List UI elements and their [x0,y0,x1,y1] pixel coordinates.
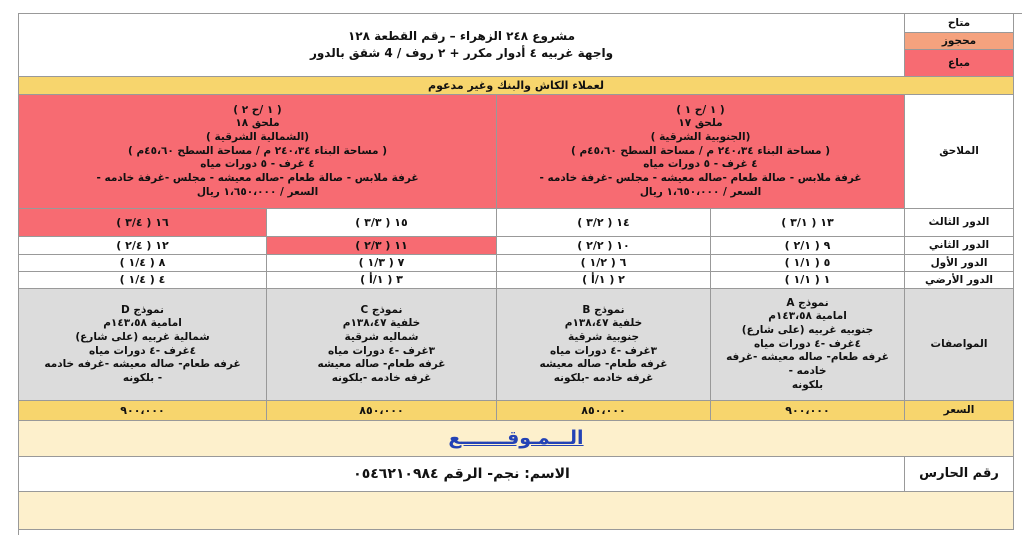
unit-cell[interactable]: ١٠ ( ٢/٢ ) [497,237,711,255]
unit-cell[interactable]: ٥ ( ١/١ ) [711,255,905,272]
unit-cell[interactable]: ٣ ( ١/أ ) [267,272,497,289]
annex-code: ( ١ /ح ٢ ) [233,103,282,116]
model-direction: شمالية غربيه (على شارع) [75,330,210,343]
legend-sold: مباع [905,50,1014,77]
annex-price: السعر / ١،٦٥٠،٠٠٠ ريال [196,185,319,198]
unit-cell[interactable]: ٦ ( ١/٢ ) [497,255,711,272]
model-spec [497,289,711,401]
unit-cell[interactable]: ٢ ( ١/أ ) [497,272,711,289]
project-title: مشروع ٢٤٨ الزهراء – رقم القطعة ١٢٨ [347,28,576,43]
model-area: امامية ١٤٣،٥٨م [768,310,847,323]
model-features: غرفه طعام- صاله معيشه -غرفه خادمه [44,358,241,371]
unit-cell[interactable]: ١٤ ( ٣/٢ ) [497,209,711,237]
model-features: غرفه طعام- صاله معيشه -غرفه خادمه - [726,351,889,377]
annex-features: غرفة ملابس - صالة طعام -صاله معيشه - مجلس -غرفة خادمه - [539,171,862,184]
availability-table [18,13,1022,535]
model-extra: - بلكونه [122,371,163,384]
legend-available: متاح [905,14,1014,33]
project-subtitle: واجهة غربيه ٤ أدوار مكرر + ٢ روف / 4 شقق بالدور [309,46,614,60]
guard-info: الاسم: نجم- الرقم ٠٥٤٦٢١٠٩٨٤ [19,457,905,492]
model-direction: جنوبيه غربيه (على شارع) [741,324,874,337]
annex-direction: (الجنوبية الشرقية ) [650,131,751,144]
model-direction: شماليه شرقية [344,330,419,343]
model-title: نموذج B [582,303,625,316]
unit-cell[interactable]: ١٥ ( ٣/٣ ) [267,209,497,237]
model-direction: جنوبية شرقية [567,330,640,343]
model-area: امامية ١٤٣،٥٨م [103,317,182,330]
model-spec [711,289,905,401]
price-label: السعر [905,401,1014,421]
model-price: ٩٠٠،٠٠٠ [711,401,905,421]
model-spec [19,289,267,401]
unit-cell[interactable]: ٩ ( ٢/١ ) [711,237,905,255]
annex-card[interactable] [497,95,905,209]
ground-floor-label: الدور الأرضي [905,272,1014,289]
customer-banner: لعملاء الكاش والبنك وغير مدعوم [19,77,1014,95]
unit-cell[interactable]: ١ ( ١/١ ) [711,272,905,289]
annex-area: ( مساحة البناء ٢٤٠،٣٤ م / مساحة السطح ٤٥،٦٠م ) [571,144,830,157]
annex-area: ( مساحة البناء ٢٤٠،٣٤ م / مساحة السطح ٤٥،٦٠م ) [128,144,387,157]
footer-row [19,492,1014,530]
annex-rooms: ٤ غرف - ٥ دورات مياه [643,158,758,171]
model-extra: غرفه خادمه -بلكونه [553,371,654,384]
annex-card[interactable] [19,95,497,209]
unit-cell[interactable]: ٤ ( ١/٤ ) [19,272,267,289]
unit-cell[interactable]: ٨ ( ١/٤ ) [19,255,267,272]
unit-cell[interactable]: ١١ ( ٢/٣ ) [267,237,497,255]
location-row [19,421,1014,457]
annex-price: السعر / ١،٦٥٠،٠٠٠ ريال [639,185,762,198]
location-link[interactable]: الـــمـوقـــــــع [448,427,584,450]
model-extra: بلكونه [791,378,824,391]
annex-title: ملحق ١٨ [235,117,280,130]
specs-label: المواصفات [905,289,1014,401]
annex-title: ملحق ١٧ [678,117,723,130]
second-floor-label: الدور الثاني [905,237,1014,255]
unit-cell[interactable]: ١٢ ( ٢/٤ ) [19,237,267,255]
first-floor-label: الدور الأول [905,255,1014,272]
model-area: خلفية ١٣٨،٤٧م [342,317,421,330]
model-title: نموذج C [360,303,403,316]
annex-rooms: ٤ غرف - ٥ دورات مياه [200,158,315,171]
model-price: ٩٠٠،٠٠٠ [19,401,267,421]
model-features: غرفه طعام- صاله معيشه [539,358,668,371]
annex-code: ( ١ /ح ١ ) [676,103,725,116]
model-title: نموذج A [786,296,829,309]
model-rooms: ٤غرف -٤ دورات مياه [88,344,197,357]
model-rooms: ٤غرف -٤ دورات مياه [753,337,862,350]
unit-cell[interactable]: ٧ ( ١/٣ ) [267,255,497,272]
model-rooms: ٣غرف -٤ دورات مياه [327,344,436,357]
annexes-label: الملاحق [905,95,1014,209]
model-features: غرفه طعام- صاله معيشه [317,358,446,371]
unit-cell[interactable]: ١٦ ( ٣/٤ ) [19,209,267,237]
model-extra: غرفه خادمه -بلكونه [331,371,432,384]
project-header [19,14,905,77]
model-price: ٨٥٠،٠٠٠ [267,401,497,421]
model-rooms: ٣غرف -٤ دورات مياه [549,344,658,357]
annex-features: غرفة ملابس - صالة طعام -صاله معيشه - مجلس -غرفة خادمه - [96,171,419,184]
annex-direction: (الشمالية الشرقية ) [206,131,310,144]
model-area: خلفية ١٣٨،٤٧م [564,317,643,330]
model-title: نموذج D [121,303,164,316]
guard-number-label: رقم الحارس [905,457,1014,492]
third-floor-label: الدور الثالث [905,209,1014,237]
unit-cell[interactable]: ١٣ ( ٣/١ ) [711,209,905,237]
model-price: ٨٥٠،٠٠٠ [497,401,711,421]
model-spec [267,289,497,401]
legend-reserved: محجوز [905,33,1014,50]
